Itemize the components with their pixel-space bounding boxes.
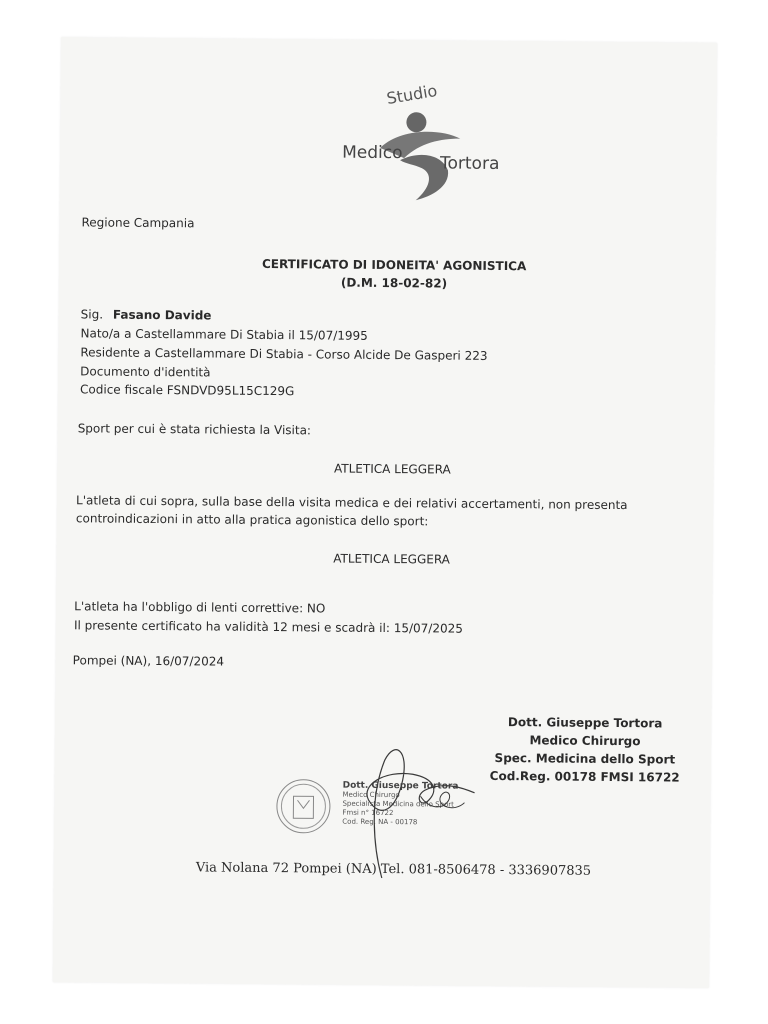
logo-tortora-text: Tortora <box>439 153 500 174</box>
official-seal-icon <box>276 779 330 833</box>
studio-logo-graphic <box>330 78 521 210</box>
sport-request-line: Sport per cui è stata richiesta la Visita: <box>77 421 312 438</box>
doctor-specialty: Spec. Medicina dello Sport <box>494 750 676 767</box>
sport-name-2: ATLETICA LEGGERA <box>333 551 450 567</box>
tax-code-line: Codice fiscale FSNDVD95L15C129G <box>80 382 295 399</box>
logo-medico-text: Medico <box>342 142 403 164</box>
stamp-line-2: Medico Chirurgo <box>342 790 400 800</box>
statement-line-2: controindicazioni in atto alla pratica agonistica dello sport: <box>75 511 429 529</box>
birth-line: Nato/a a Castellammare Di Stabia il 15/07/1995 <box>80 326 368 343</box>
residence-line: Residente a Castellammare Di Stabia - Corso Alcide De Gasperi 223 <box>80 345 488 363</box>
stamp-line-1: Dott. Giuseppe Tortora <box>342 780 459 792</box>
lenses-line: L'atleta ha l'obbligo di lenti correttive: NO <box>74 599 326 616</box>
region-label: Regione Campania <box>81 215 195 231</box>
doctor-title: Medico Chirurgo <box>529 733 641 749</box>
patient-name-line <box>81 307 212 322</box>
logo-studio-text: Studio <box>385 80 439 109</box>
place-date-line: Pompei (NA), 16/07/2024 <box>72 653 225 669</box>
validity-line: Il presente certificato ha validità 12 mesi e scadrà il: 15/07/2025 <box>73 618 463 636</box>
studio-logo <box>330 78 521 210</box>
doctor-codes: Cod.Reg. 00178 FMSI 16722 <box>489 768 680 785</box>
id-document-line: Documento d'identità <box>80 364 211 380</box>
stamp-line-3: Specialista Medicina dello Sport <box>342 799 454 809</box>
decree-reference: (D.M. 18-02-82) <box>340 275 448 291</box>
certificate-page <box>53 37 717 988</box>
patient-name: Fasano Davide <box>112 307 212 323</box>
statement-line-1: L'atleta di cui sopra, sulla base della visita medica e dei relativi accertamenti, non presenta <box>76 493 628 513</box>
certificate-title: CERTIFICATO DI IDONEITA' AGONISTICA <box>261 256 527 274</box>
stamp-line-5: Cod. Reg. NA - 00178 <box>342 817 418 827</box>
stamp-line-4: Fmsi n° 16722 <box>342 808 394 818</box>
doctor-name: Dott. Giuseppe Tortora <box>507 715 663 731</box>
sport-name-1: ATLETICA LEGGERA <box>333 461 451 477</box>
footer-address: Via Nolana 72 Pompei (NA) Tel. 081-8506478 - 3336907835 <box>195 860 592 879</box>
name-prefix: Sig. <box>80 307 104 322</box>
